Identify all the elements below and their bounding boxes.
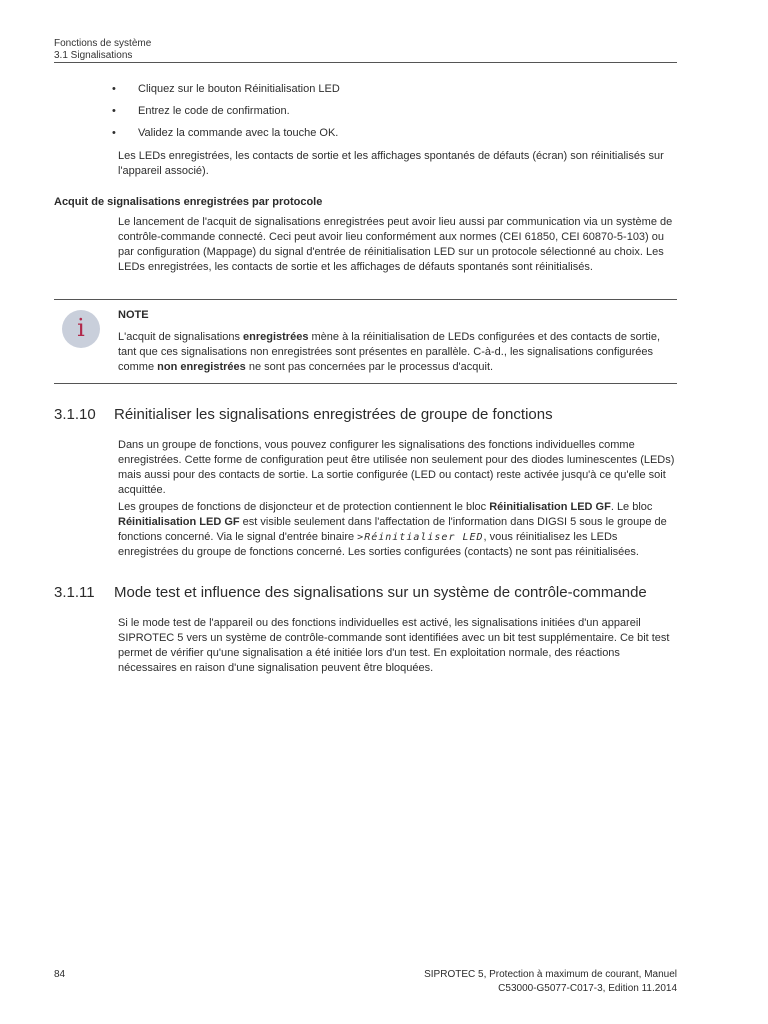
list-item: • Entrez le code de confirmation. bbox=[112, 105, 290, 117]
list-item: • Cliquez sur le bouton Réinitialisation LED bbox=[112, 83, 340, 95]
section-3110-para1: Dans un groupe de fonctions, vous pouvez configurer les signalisations des fonctions individuelles comme enregistrées. Cette forme de configuration peut être utilisée non seulement pour des diodes luminescentes (LEDs) mais aussi pour des contacts de sortie. La sortie configurée (LED ou contact) reste activée jusqu'à ce qu'elle soit acquittée. bbox=[118, 439, 675, 496]
section-number: 3.1.10 bbox=[54, 406, 96, 423]
emphasis: non enregistrées bbox=[157, 361, 246, 373]
section-3111-para: Si le mode test de l'appareil ou des fonctions individuelles est activé, les signalisations initiées d'un appareil SIPROTEC 5 vers un système de contrôle-commande sont identifiées avec un bit test supplémentaire. Ce bit test permet de vérifier qu'une signalisation a été initiée lors d'un test. En exploitation normale, des réactions nécessaires en raison d'une signalisation peuvent être bloquées. bbox=[118, 617, 670, 674]
emphasis: enregistrées bbox=[243, 331, 309, 343]
footer-doc-info bbox=[424, 968, 677, 996]
section-title: Réinitialiser les signalisations enregistrées de groupe de fonctions bbox=[114, 406, 553, 423]
note-box bbox=[54, 299, 677, 384]
section-title: 3.1 Signalisations bbox=[54, 50, 133, 61]
document-id: C53000-G5077-C017-3, Edition 11.2014 bbox=[498, 983, 677, 994]
instruction-list bbox=[110, 82, 680, 148]
emphasis: Réinitialisation LED GF bbox=[489, 501, 611, 513]
section-heading-3111 bbox=[54, 584, 694, 602]
header-rule bbox=[54, 62, 677, 63]
note-text: L'acquit de signalisations enregistrées mène à la réinitialisation de LEDs configurées et des contacts de sortie, tant que ces signalisations non enregistrées sont présentes en parallèle. C-à-d., les signalisations configurées comme non enregistrées ne sont pas concernées par le processus d'acquit. bbox=[118, 331, 661, 373]
bullet-icon: • bbox=[112, 83, 116, 95]
manual-title: SIPROTEC 5, Protection à maximum de courant, Manuel bbox=[424, 969, 677, 980]
bullet-icon: • bbox=[112, 105, 116, 117]
signal-name: >Réinitialiser LED bbox=[357, 532, 484, 543]
protocol-paragraph: Le lancement de l'acquit de signalisations enregistrées peut avoir lieu aussi par communication via un système de contrôle-commande connecté. Ceci peut avoir lieu conformément aux normes (CEI 61850, CEI 60870-5-103) ou par configuration (Mappage) du signal d'entrée de réinitialisation LED sur un protocole sélectionné au choix. Les LEDs enregistrées, les contacts de sortie et les affichages de défauts spontanés sont réinitialisés. bbox=[118, 216, 673, 273]
info-icon: i bbox=[62, 310, 100, 348]
chapter-title: Fonctions de système bbox=[54, 38, 152, 49]
section-number: 3.1.11 bbox=[54, 584, 95, 601]
list-item: • Validez la commande avec la touche OK. bbox=[112, 127, 339, 139]
section-3110-para2: Les groupes de fonctions de disjoncteur et de protection contiennent le bloc Réinitialisation LED GF. Le bloc Réinitialisation LED GF est visible seulement dans l'affectation de l'information dans DIGSI 5 sous le groupe de fonctions concerné. Via le signal d'entrée binaire >Réinitialiser LED, vous réinitialisez les LEDs enregistrées du groupe de fonctions concerné. Les sorties configurées (contacts) ne sont pas réinitialisées. bbox=[118, 501, 667, 558]
page-number: 84 bbox=[54, 969, 66, 980]
emphasis: Réinitialisation LED GF bbox=[118, 516, 240, 528]
reset-result-paragraph: Les LEDs enregistrées, les contacts de sortie et les affichages spontanés de défauts (écran) son réinitialisés sur l'appareil associé). bbox=[118, 150, 664, 177]
protocol-heading: Acquit de signalisations enregistrées par protocole bbox=[54, 196, 323, 208]
note-title: NOTE bbox=[118, 309, 149, 321]
section-title: Mode test et influence des signalisations sur un système de contrôle-commande bbox=[114, 584, 647, 601]
section-heading-3110 bbox=[54, 406, 694, 424]
running-header bbox=[54, 38, 677, 63]
bullet-icon: • bbox=[112, 127, 116, 139]
